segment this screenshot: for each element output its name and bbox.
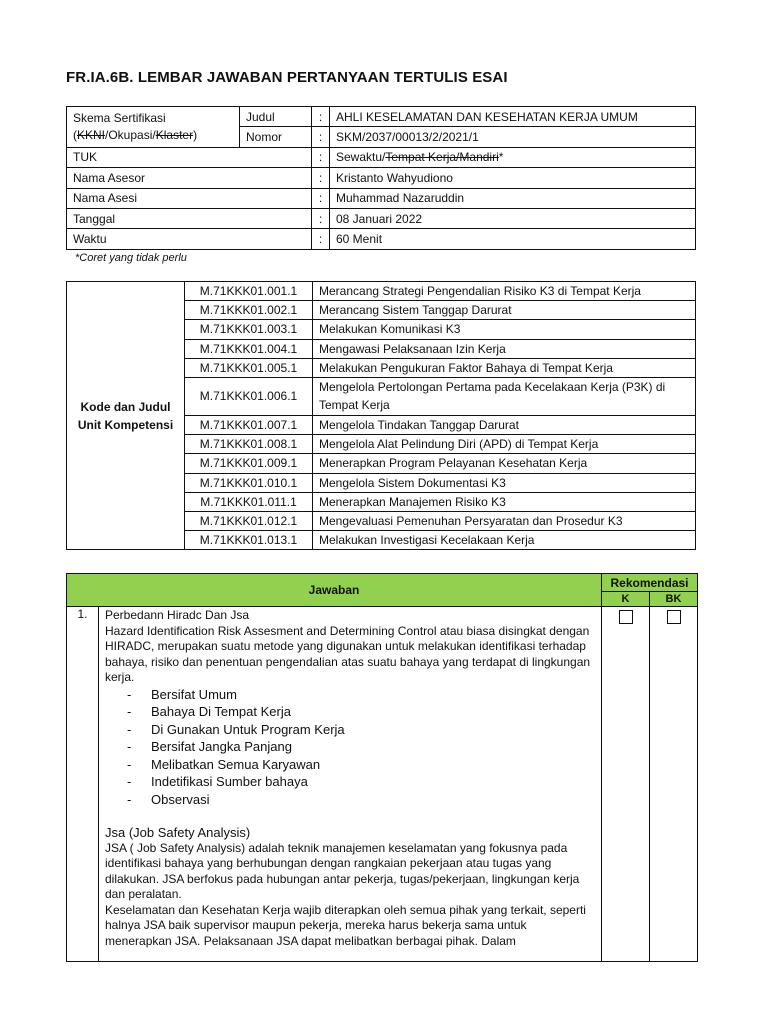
unit-code: M.71KKK01.013.1: [185, 531, 313, 550]
colon: :: [312, 208, 330, 228]
unit-title: Mengevaluasi Pemenuhan Persyaratan dan Prosedur K3: [313, 511, 696, 530]
asesor-label: Nama Asesor: [67, 168, 312, 188]
unit-title: Mengelola Pertolongan Pertama pada Kecelakaan Kerja (P3K) di Tempat Kerja: [313, 377, 696, 415]
tanggal-value: 08 Januari 2022: [330, 208, 696, 228]
nomor-label: Nomor: [240, 127, 312, 147]
bk-cell: [650, 607, 698, 962]
tuk-value: Sewaktu/Tempat Kerja/Mandiri*: [330, 147, 696, 167]
unit-code: M.71KKK01.012.1: [185, 511, 313, 530]
k3-paragraph: Keselamatan dan Kesehatan Kerja wajib diterapkan oleh semua pihak yang terkait, seperti halnya JSA baik supervisor maupun pekerja, mereka harus bekerja sama untuk menerapkan JSA. Pelaksanaan JSA dapat melibatkan berbagai pihak. Dalam: [105, 902, 586, 948]
list-item: - Indetifikasi Sumber bahaya: [127, 773, 595, 791]
jsa-heading: Jsa (Job Safety Analysis): [105, 824, 251, 840]
list-item: - Bersifat Umum: [127, 686, 595, 704]
asesor-value: Kristanto Wahyudiono: [330, 168, 696, 188]
unit-label: Kode dan Judul Unit Kompetensi: [67, 282, 185, 550]
colon: :: [312, 127, 330, 147]
list-item: - Observasi: [127, 791, 595, 809]
judul-label: Judul: [240, 107, 312, 127]
unit-code: M.71KKK01.004.1: [185, 339, 313, 358]
k-checkbox[interactable]: [619, 610, 633, 624]
answer-number: 1.: [67, 607, 99, 962]
info-table: [66, 106, 696, 250]
unit-title: Melakukan Komunikasi K3: [313, 320, 696, 339]
k-header: K: [602, 592, 650, 607]
colon: :: [312, 147, 330, 167]
strike-note: *Coret yang tidak perlu: [75, 252, 187, 264]
unit-table: [66, 281, 696, 550]
unit-title: Merancang Strategi Pengendalian Risiko K3 di Tempat Kerja: [313, 282, 696, 301]
asesi-label: Nama Asesi: [67, 188, 312, 208]
unit-title: Menerapkan Manajemen Risiko K3: [313, 492, 696, 511]
unit-code: M.71KKK01.011.1: [185, 492, 313, 511]
unit-title: Mengelola Alat Pelindung Diri (APD) di Tempat Kerja: [313, 435, 696, 454]
bk-checkbox[interactable]: [667, 610, 681, 624]
answer-heading: Perbedann Hiradc Dan Jsa: [105, 608, 250, 622]
hiradc-list: [105, 686, 595, 809]
list-item: - Di Gunakan Untuk Program Kerja: [127, 721, 595, 739]
waktu-value: 60 Menit: [330, 229, 696, 249]
colon: :: [312, 168, 330, 188]
list-item: - Melibatkan Semua Karyawan: [127, 756, 595, 774]
tuk-label: TUK: [67, 147, 312, 167]
k-cell: [602, 607, 650, 962]
list-item: - Bahaya Di Tempat Kerja: [127, 703, 595, 721]
unit-code: M.71KKK01.009.1: [185, 454, 313, 473]
colon: :: [312, 229, 330, 249]
unit-code: M.71KKK01.001.1: [185, 282, 313, 301]
unit-code: M.71KKK01.010.1: [185, 473, 313, 492]
unit-title: Melakukan Pengukuran Faktor Bahaya di Tempat Kerja: [313, 358, 696, 377]
jsa-paragraph: JSA ( Job Safety Analysis) adalah teknik manajemen keselamatan yang fokusnya pada identifikasi bahaya yang berhubungan dengan rangkaian pekerjaan atau tugas yang dilakukan. JSA berfokus pada hubungan antar pekerja, tugas/pekerjaan, lingkungan kerja dan peralatan.: [105, 840, 580, 902]
asesi-value: Muhammad Nazaruddin: [330, 188, 696, 208]
unit-code: M.71KKK01.006.1: [185, 377, 313, 415]
tanggal-label: Tanggal: [67, 208, 312, 228]
judul-value: AHLI KESELAMATAN DAN KESEHATAN KERJA UMUM: [330, 107, 696, 127]
waktu-label: Waktu: [67, 229, 312, 249]
colon: :: [312, 107, 330, 127]
unit-code: M.71KKK01.008.1: [185, 435, 313, 454]
jawaban-header: Jawaban: [67, 574, 602, 607]
unit-title: Menerapkan Program Pelayanan Kesehatan Kerja: [313, 454, 696, 473]
bk-header: BK: [650, 592, 698, 607]
form-title: FR.IA.6B. LEMBAR JAWABAN PERTANYAAN TERTULIS ESAI: [66, 69, 508, 86]
list-item: - Bersifat Jangka Panjang: [127, 738, 595, 756]
unit-code: M.71KKK01.002.1: [185, 301, 313, 320]
unit-title: Mengawasi Pelaksanaan Izin Kerja: [313, 339, 696, 358]
hiradc-paragraph: Hazard Identification Risk Assesment and Determining Control atau biasa disingkat dengan HIRADC, merupakan suatu metode yang digunakan untuk melakukan identifikasi terhadap bahaya, risiko dan penentuan pengendalian atas suatu bahaya yang terdapat di lingkungan kerja.: [105, 623, 591, 684]
unit-title: Melakukan Investigasi Kecelakaan Kerja: [313, 531, 696, 550]
unit-code: M.71KKK01.005.1: [185, 358, 313, 377]
unit-title: Mengelola Sistem Dokumentasi K3: [313, 473, 696, 492]
rekomendasi-header: Rekomendasi: [602, 574, 698, 592]
unit-code: M.71KKK01.007.1: [185, 415, 313, 434]
unit-title: Mengelola Tindakan Tanggap Darurat: [313, 415, 696, 434]
skema-label: Skema Sertifikasi (KKNI/Okupasi/Klaster): [67, 107, 240, 148]
unit-code: M.71KKK01.003.1: [185, 320, 313, 339]
answer-table: [66, 573, 698, 962]
unit-title: Merancang Sistem Tanggap Darurat: [313, 301, 696, 320]
answer-text: [99, 607, 602, 962]
nomor-value: SKM/2037/00013/2/2021/1: [330, 127, 696, 147]
colon: :: [312, 188, 330, 208]
